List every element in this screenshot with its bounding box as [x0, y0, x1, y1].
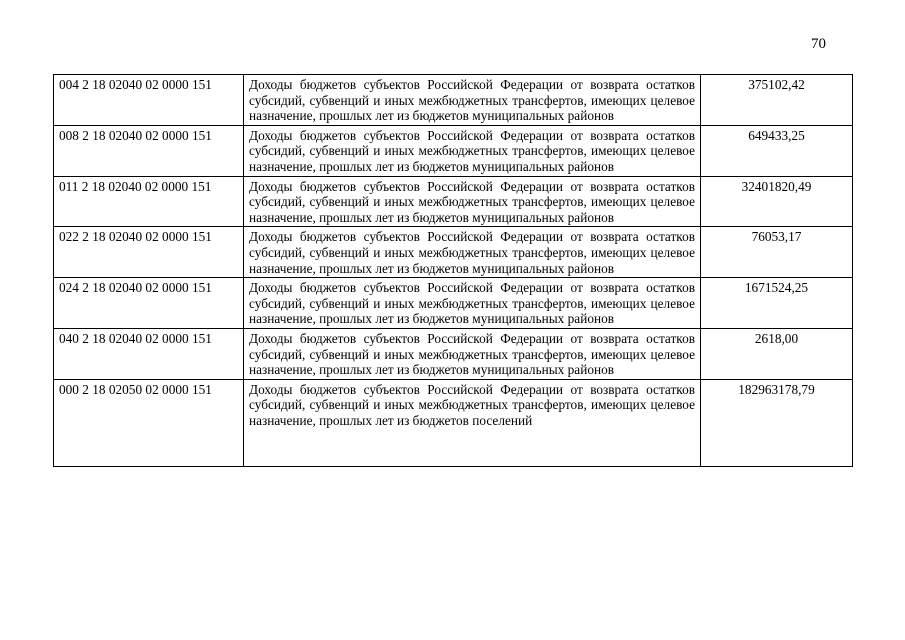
description-cell: Доходы бюджетов субъектов Российской Федерации от возврата остатков субсидий, субвенций и иных межбюджетных трансфертов, имеющих целевое назначение, прошлых лет из бюджетов муниципальных районов: [244, 125, 701, 176]
table-row: [54, 125, 853, 176]
budget-code-cell: 040 2 18 02040 02 0000 151: [54, 328, 244, 379]
description-cell: Доходы бюджетов субъектов Российской Федерации от возврата остатков субсидий, субвенций и иных межбюджетных трансфертов, имеющих целевое назначение, прошлых лет из бюджетов муниципальных районов: [244, 328, 701, 379]
revenue-table: [53, 74, 853, 467]
description-cell: Доходы бюджетов субъектов Российской Федерации от возврата остатков субсидий, субвенций и иных межбюджетных трансфертов, имеющих целевое назначение, прошлых лет из бюджетов муниципальных районов: [244, 278, 701, 329]
description-cell: Доходы бюджетов субъектов Российской Федерации от возврата остатков субсидий, субвенций и иных межбюджетных трансфертов, имеющих целевое назначение, прошлых лет из бюджетов муниципальных районов: [244, 75, 701, 126]
table-row: [54, 379, 853, 466]
budget-code-cell: 000 2 18 02050 02 0000 151: [54, 379, 244, 466]
table-row: [54, 328, 853, 379]
table-row: [54, 227, 853, 278]
budget-code-cell: 011 2 18 02040 02 0000 151: [54, 176, 244, 227]
amount-cell: 32401820,49: [701, 176, 853, 227]
table-row: [54, 176, 853, 227]
page-number: 70: [811, 36, 826, 52]
budget-code-cell: 004 2 18 02040 02 0000 151: [54, 75, 244, 126]
budget-code-cell: 022 2 18 02040 02 0000 151: [54, 227, 244, 278]
amount-cell: 2618,00: [701, 328, 853, 379]
amount-cell: 649433,25: [701, 125, 853, 176]
table-row: [54, 75, 853, 126]
amount-cell: 76053,17: [701, 227, 853, 278]
table-row: [54, 278, 853, 329]
description-cell: Доходы бюджетов субъектов Российской Федерации от возврата остатков субсидий, субвенций и иных межбюджетных трансфертов, имеющих целевое назначение, прошлых лет из бюджетов муниципальных районов: [244, 176, 701, 227]
budget-code-cell: 024 2 18 02040 02 0000 151: [54, 278, 244, 329]
amount-cell: 182963178,79: [701, 379, 853, 466]
description-cell: Доходы бюджетов субъектов Российской Федерации от возврата остатков субсидий, субвенций и иных межбюджетных трансфертов, имеющих целевое назначение, прошлых лет из бюджетов муниципальных районов: [244, 227, 701, 278]
description-cell: Доходы бюджетов субъектов Российской Федерации от возврата остатков субсидий, субвенций и иных межбюджетных трансфертов, имеющих целевое назначение, прошлых лет из бюджетов поселений: [244, 379, 701, 466]
budget-code-cell: 008 2 18 02040 02 0000 151: [54, 125, 244, 176]
amount-cell: 1671524,25: [701, 278, 853, 329]
amount-cell: 375102,42: [701, 75, 853, 126]
